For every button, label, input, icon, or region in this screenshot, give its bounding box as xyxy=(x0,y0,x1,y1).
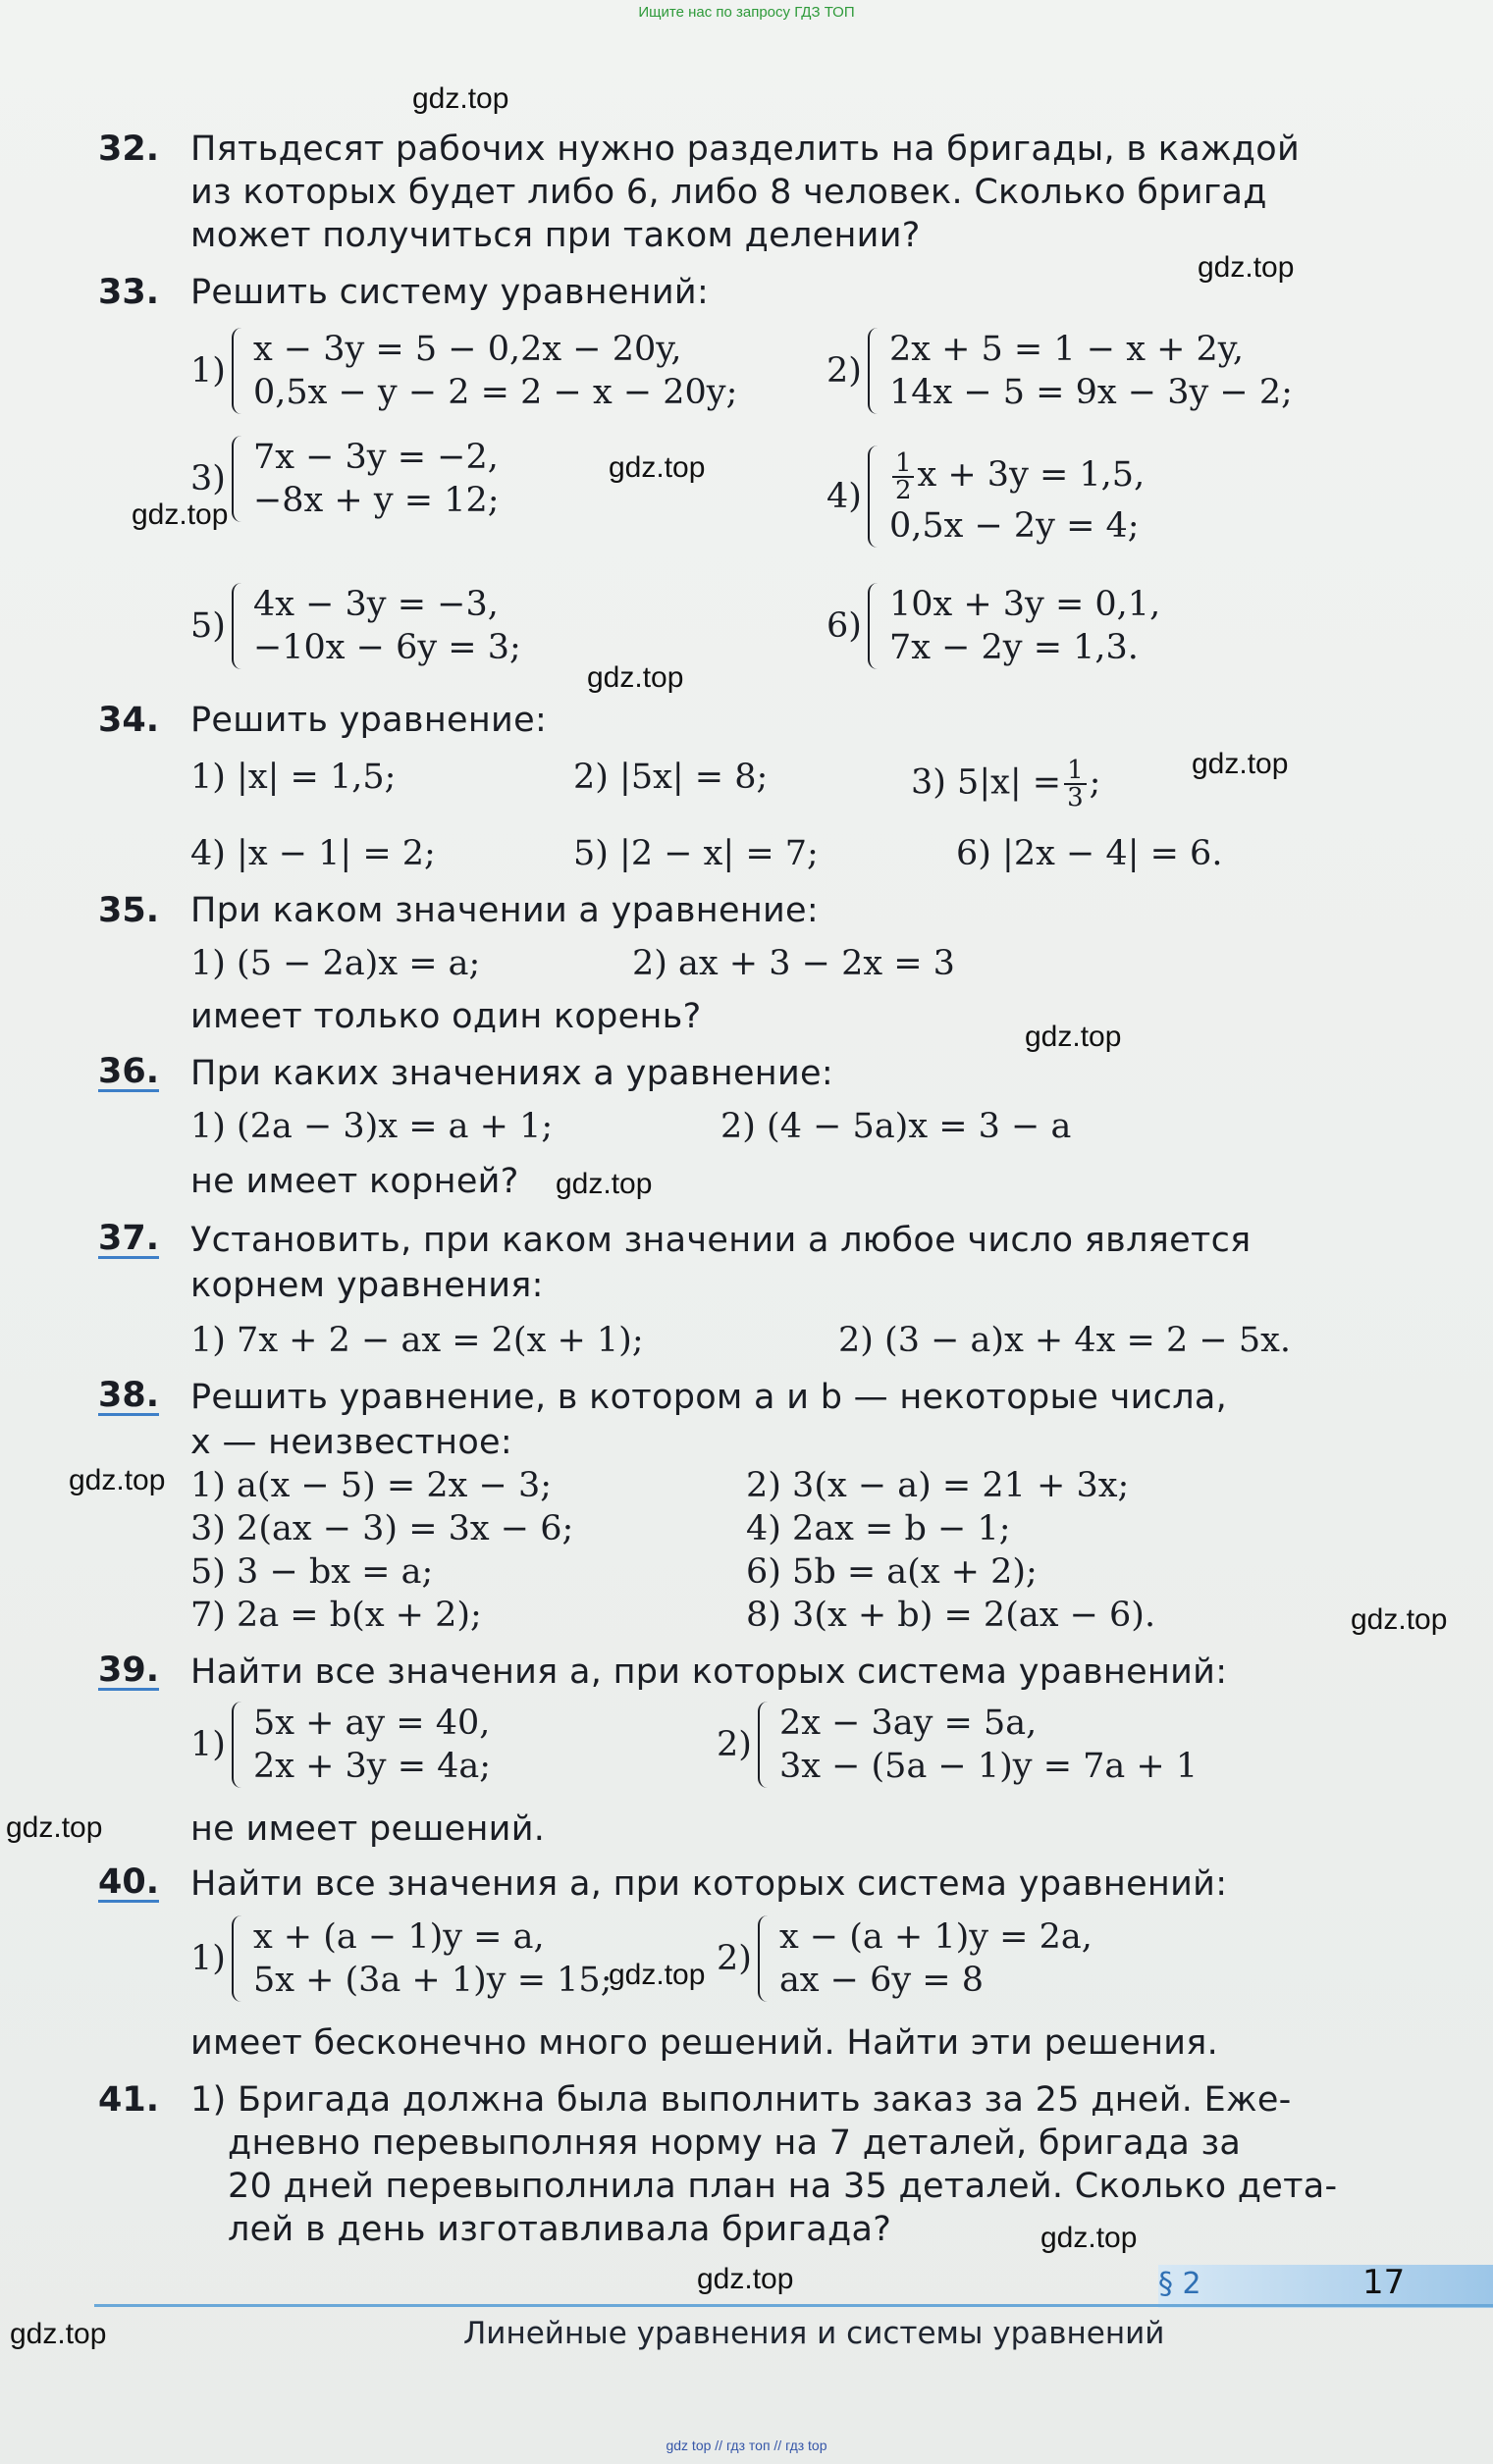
equation: 1) (5 − 2a)x = a; xyxy=(190,944,481,983)
watermark: gdz.top xyxy=(609,451,706,484)
problem-number: 39. xyxy=(98,1651,160,1690)
equation: 2x + 5 = 1 − x + 2y, xyxy=(888,330,1245,369)
problem-text: При каком значении a уравнение: xyxy=(190,891,819,930)
denominator: 3 xyxy=(1067,783,1084,813)
equation: 7x − 2y = 1,3. xyxy=(888,628,1139,667)
equation: 1) |x| = 1,5; xyxy=(190,758,397,797)
item-label: 6) xyxy=(826,606,862,646)
equation: 4) |x − 1| = 2; xyxy=(190,834,436,873)
equation: ax − 6y = 8 xyxy=(778,1961,985,2000)
equation-system xyxy=(717,1915,1093,2002)
item-label: 4) xyxy=(826,477,862,516)
equation: 10x + 3y = 0,1, xyxy=(888,585,1161,624)
watermark: gdz.top xyxy=(10,2318,107,2350)
problem-text: Найти все значения a, при которых система уравнений: xyxy=(190,1864,1228,1904)
brace xyxy=(232,436,245,522)
equation: 2x − 3ay = 5a, xyxy=(778,1704,1038,1743)
equation: 1) 7x + 2 − ax = 2(x + 1); xyxy=(190,1321,644,1360)
problem-text: 20 дней перевыполнила план на 35 деталей. Сколько дета- xyxy=(228,2167,1338,2206)
item-label: 2) xyxy=(717,1939,752,1978)
brace xyxy=(868,328,881,414)
problem-text: Установить, при каком значении a любое число является xyxy=(190,1221,1252,1260)
equation: 2) (3 − a)x + 4x = 2 − 5x. xyxy=(838,1321,1291,1360)
equation: 0,5x − 2y = 4; xyxy=(888,506,1140,546)
equation: 14x − 5 = 9x − 3y − 2; xyxy=(888,373,1293,412)
problem-number: 33. xyxy=(98,273,160,312)
problem-text: Решить уравнение: xyxy=(190,701,548,740)
problem-text: Найти все значения a, при которых система уравнений: xyxy=(190,1652,1228,1692)
footer-band xyxy=(1158,2265,1493,2308)
problem-text: имеет только один корень? xyxy=(190,997,702,1036)
equation-system xyxy=(190,328,737,414)
equation: 1) (2a − 3)x = a + 1; xyxy=(190,1107,554,1146)
problem-number: 37. xyxy=(98,1219,160,1258)
equation: 4) 2ax = b − 1; xyxy=(746,1509,1011,1548)
watermark: gdz.top xyxy=(609,1959,706,1991)
problem-text: дневно перевыполняя норму на 7 деталей, бригада за xyxy=(228,2123,1242,2163)
watermark: gdz.top xyxy=(556,1168,653,1200)
brace xyxy=(232,328,245,414)
equation-text: ; xyxy=(1089,762,1101,803)
equation: 5x + ay = 40, xyxy=(252,1704,491,1743)
item-label: 1) xyxy=(190,1725,226,1764)
equation-system xyxy=(717,1702,1198,1788)
problem-number: 34. xyxy=(98,701,160,740)
item-label: 1) xyxy=(190,1939,226,1978)
brace xyxy=(868,583,881,669)
top-banner: Ищите нас по запросу ГДЗ ТОП xyxy=(638,4,855,21)
problem-text: может получиться при таком делении? xyxy=(190,216,921,255)
numerator: 1 xyxy=(1064,758,1087,785)
watermark: gdz.top xyxy=(587,661,684,694)
watermark: gdz.top xyxy=(69,1464,166,1496)
equation: 5) 3 − bx = a; xyxy=(190,1552,434,1592)
watermark: gdz.top xyxy=(1198,251,1295,284)
equation: 2) 3(x − a) = 21 + 3x; xyxy=(746,1466,1130,1505)
equation-system xyxy=(826,446,1145,548)
equation: −8x + y = 12; xyxy=(252,481,500,520)
equation: 3x − (5a − 1)y = 7a + 1 xyxy=(778,1747,1199,1786)
numerator: 1 xyxy=(892,450,915,478)
item-label: 5) xyxy=(190,606,226,646)
brace xyxy=(758,1915,772,2002)
problem-text: При каких значениях a уравнение: xyxy=(190,1054,833,1093)
section-label: § 2 xyxy=(1158,2267,1201,2301)
item-label: 2) xyxy=(717,1725,752,1764)
footer-rule xyxy=(94,2304,1493,2307)
item-label: 1) xyxy=(190,351,226,391)
problem-text: не имеет решений. xyxy=(190,1809,546,1849)
equation: 6) |2x − 4| = 6. xyxy=(956,834,1223,873)
item-label: 2) xyxy=(826,351,862,391)
brace xyxy=(232,583,245,669)
equation-line xyxy=(889,446,1145,504)
equation-text: 3) 5|x| = xyxy=(911,762,1062,803)
brace xyxy=(232,1702,245,1788)
problem-number: 38. xyxy=(98,1376,160,1415)
equation-system xyxy=(826,328,1293,414)
equation: x − (a + 1)y = 2a, xyxy=(778,1917,1093,1957)
equation: 0,5x − y − 2 = 2 − x − 20y; xyxy=(252,373,738,412)
equation: 3) 2(ax − 3) = 3x − 6; xyxy=(190,1509,574,1548)
equation-system xyxy=(826,583,1160,669)
watermark: gdz.top xyxy=(132,498,229,531)
watermark: gdz.top xyxy=(1192,748,1289,780)
equation: 1) a(x − 5) = 2x − 3; xyxy=(190,1466,553,1505)
fraction xyxy=(1064,758,1087,811)
watermark: gdz.top xyxy=(412,82,509,115)
equation: 4x − 3y = −3, xyxy=(252,585,499,624)
watermark: gdz.top xyxy=(697,2263,794,2295)
page-number: 17 xyxy=(1362,2263,1406,2302)
equation: 2) ax + 3 − 2x = 3 xyxy=(632,944,955,983)
watermark: gdz.top xyxy=(1025,1021,1122,1053)
problem-text: корнем уравнения: xyxy=(190,1266,544,1305)
problem-text: лей в день изготавливала бригада? xyxy=(228,2210,892,2249)
denominator: 2 xyxy=(894,475,912,505)
problem-text: из которых будет либо 6, либо 8 человек. Сколько бригад xyxy=(190,173,1267,212)
equation: x + 3y = 1,5, xyxy=(917,455,1146,495)
equation: 7) 2a = b(x + 2); xyxy=(190,1596,482,1635)
equation: 8) 3(x + b) = 2(ax − 6). xyxy=(746,1596,1156,1635)
watermark: gdz.top xyxy=(6,1811,103,1844)
chapter-title: Линейные уравнения и системы уравнений xyxy=(463,2316,1165,2351)
problem-text: x — неизвестное: xyxy=(190,1423,512,1462)
problem-number: 35. xyxy=(98,891,160,930)
equation: 5) |2 − x| = 7; xyxy=(573,834,819,873)
problem-number: 36. xyxy=(98,1052,160,1091)
equation-system xyxy=(190,1702,491,1788)
watermark: gdz.top xyxy=(1351,1603,1448,1636)
item-label: 3) xyxy=(190,459,226,498)
equation-system xyxy=(190,583,521,669)
equation-system xyxy=(190,436,500,522)
brace xyxy=(758,1702,772,1788)
problem-number: 41. xyxy=(98,2080,160,2120)
equation: −10x − 6y = 3; xyxy=(252,628,521,667)
problem-text: не имеет корней? xyxy=(190,1162,519,1201)
problem-text: Пятьдесят рабочих нужно разделить на бригады, в каждой xyxy=(190,130,1301,169)
problem-number: 32. xyxy=(98,130,160,169)
problem-text: 1) Бригада должна была выполнить заказ за 25 дней. Еже- xyxy=(190,2080,1292,2120)
equation: 2x + 3y = 4a; xyxy=(252,1747,492,1786)
equation: x + (a − 1)y = a, xyxy=(252,1917,545,1957)
equation: x − 3y = 5 − 0,2x − 20y, xyxy=(252,330,682,369)
equation: 2) (4 − 5a)x = 3 − a xyxy=(720,1107,1072,1146)
problem-text: Решить систему уравнений: xyxy=(190,273,710,312)
equation-system xyxy=(190,1915,613,2002)
equation: 7x − 3y = −2, xyxy=(252,438,499,477)
problem-text: Решить уравнение, в котором a и b — некоторые числа, xyxy=(190,1378,1228,1417)
bottom-banner: gdz top // гдз топ // гдз top xyxy=(666,2438,827,2453)
problem-text: имеет бесконечно много решений. Найти эти решения. xyxy=(190,2023,1219,2063)
brace xyxy=(868,446,881,548)
equation xyxy=(911,758,1100,811)
problem-number: 40. xyxy=(98,1862,160,1902)
fraction xyxy=(892,447,915,505)
equation: 6) 5b = a(x + 2); xyxy=(746,1552,1038,1592)
watermark: gdz.top xyxy=(1040,2222,1138,2254)
equation: 2) |5x| = 8; xyxy=(573,758,769,797)
equation: 5x + (3a + 1)y = 15; xyxy=(252,1961,613,2000)
brace xyxy=(232,1915,245,2002)
